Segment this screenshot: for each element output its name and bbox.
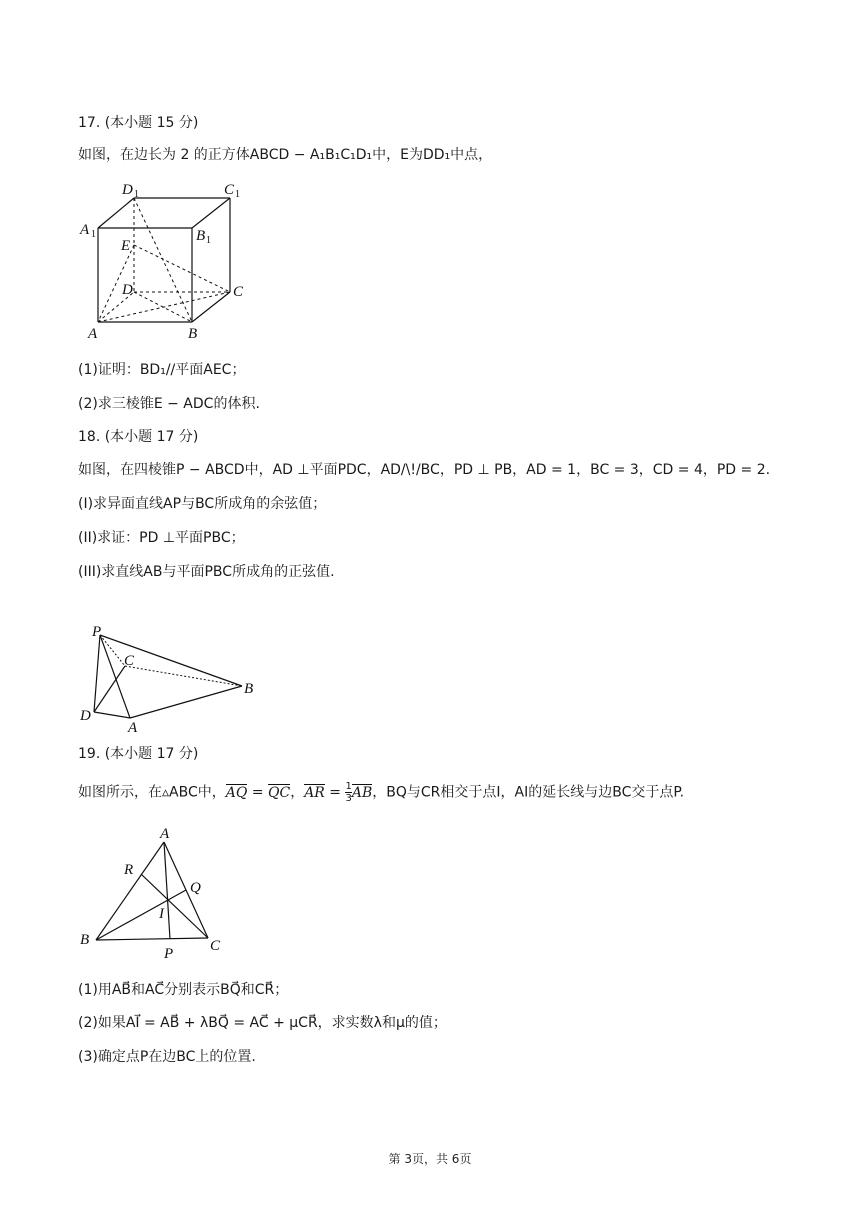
q19-part1: (1)用AB⃗和AC⃗分别表示BQ⃗和CR⃗； — [78, 982, 289, 998]
label-p: P — [164, 946, 174, 962]
q19-sep: ， — [290, 784, 305, 801]
label-c: C — [233, 284, 244, 300]
label-p: P — [92, 624, 102, 640]
label-i: I — [159, 906, 164, 922]
page-footer: 第 3页，共 6页 — [388, 1152, 472, 1166]
q18-part3: (III)求直线AB与平面PBC所成角的正弦值. — [78, 564, 335, 580]
frac-den: 3 — [345, 793, 352, 804]
cube-figure — [78, 178, 258, 348]
label-b: B — [244, 681, 254, 697]
label-d: D — [122, 282, 133, 298]
label-b: B — [80, 932, 90, 948]
label-a: A — [160, 826, 170, 842]
label-b: B — [188, 326, 198, 342]
q19-header: 19. (本小题 17 分) — [78, 746, 199, 762]
q18-part1: (I)求异面直线AP与BC所成角的余弦值； — [78, 496, 327, 512]
vec-aq: AQ — [225, 784, 248, 801]
vec-ar: AR — [304, 784, 325, 801]
q19-stem — [78, 781, 684, 804]
q18-part2: (II)求证：PD ⊥平面PBC； — [78, 530, 245, 546]
label-a: A — [128, 720, 138, 736]
vec-ab: AB — [351, 784, 373, 801]
fraction-one-third — [345, 781, 351, 804]
label-a1-sub: 1 — [91, 229, 96, 240]
label-c1-sub: 1 — [235, 189, 240, 200]
label-c: C — [210, 938, 221, 954]
q19-stem-tri: ▵ABC中， — [162, 784, 226, 801]
q19-eq1: = — [247, 784, 268, 801]
label-c: C — [124, 653, 135, 669]
q19-eq2: = — [324, 784, 346, 801]
q19-stem-post: ，BQ与CR相交于点I，AI的延长线与边BC交于点P. — [372, 784, 685, 801]
label-d: D — [80, 708, 91, 724]
label-d1: D — [122, 182, 133, 198]
label-r: R — [124, 862, 134, 878]
vec-qc: QC — [267, 784, 291, 801]
label-d1-sub: 1 — [134, 189, 139, 200]
q18-stem: 如图，在四棱锥P − ABCD中，AD ⊥平面PDC，AD/\!/BC，PD ⊥ PB，AD = 1，BC = 3，CD = 4，PD = 2. — [78, 462, 771, 478]
label-c1: C — [224, 182, 235, 198]
q19-part3: (3)确定点P在边BC上的位置. — [78, 1049, 256, 1065]
q18-header: 18. (本小题 17 分) — [78, 429, 199, 445]
label-e: E — [121, 238, 131, 254]
q17-part1: (1)证明：BD₁//平面AEC； — [78, 362, 246, 378]
label-a1: A — [80, 222, 90, 238]
q19-part2: (2)如果AI⃗ = AB⃗ + λBQ⃗ = AC⃗ + μCR⃗，求实数λ和μ的值； — [78, 1015, 447, 1031]
frac-num: 1 — [345, 781, 352, 792]
label-q: Q — [190, 880, 201, 896]
label-a: A — [88, 326, 98, 342]
q19-stem-pre: 如图所示，在 — [78, 784, 162, 801]
pyramid-figure — [78, 618, 268, 742]
q17-stem: 如图，在边长为 2 的正方体ABCD − A₁B₁C₁D₁中，E为DD₁中点， — [78, 147, 493, 163]
q17-part2: (2)求三棱锥E − ADC的体积. — [78, 396, 260, 412]
q17-header: 17. (本小题 15 分) — [78, 115, 199, 131]
label-b1: B — [196, 228, 206, 244]
triangle-figure — [78, 822, 238, 966]
label-b1-sub: 1 — [206, 235, 211, 246]
